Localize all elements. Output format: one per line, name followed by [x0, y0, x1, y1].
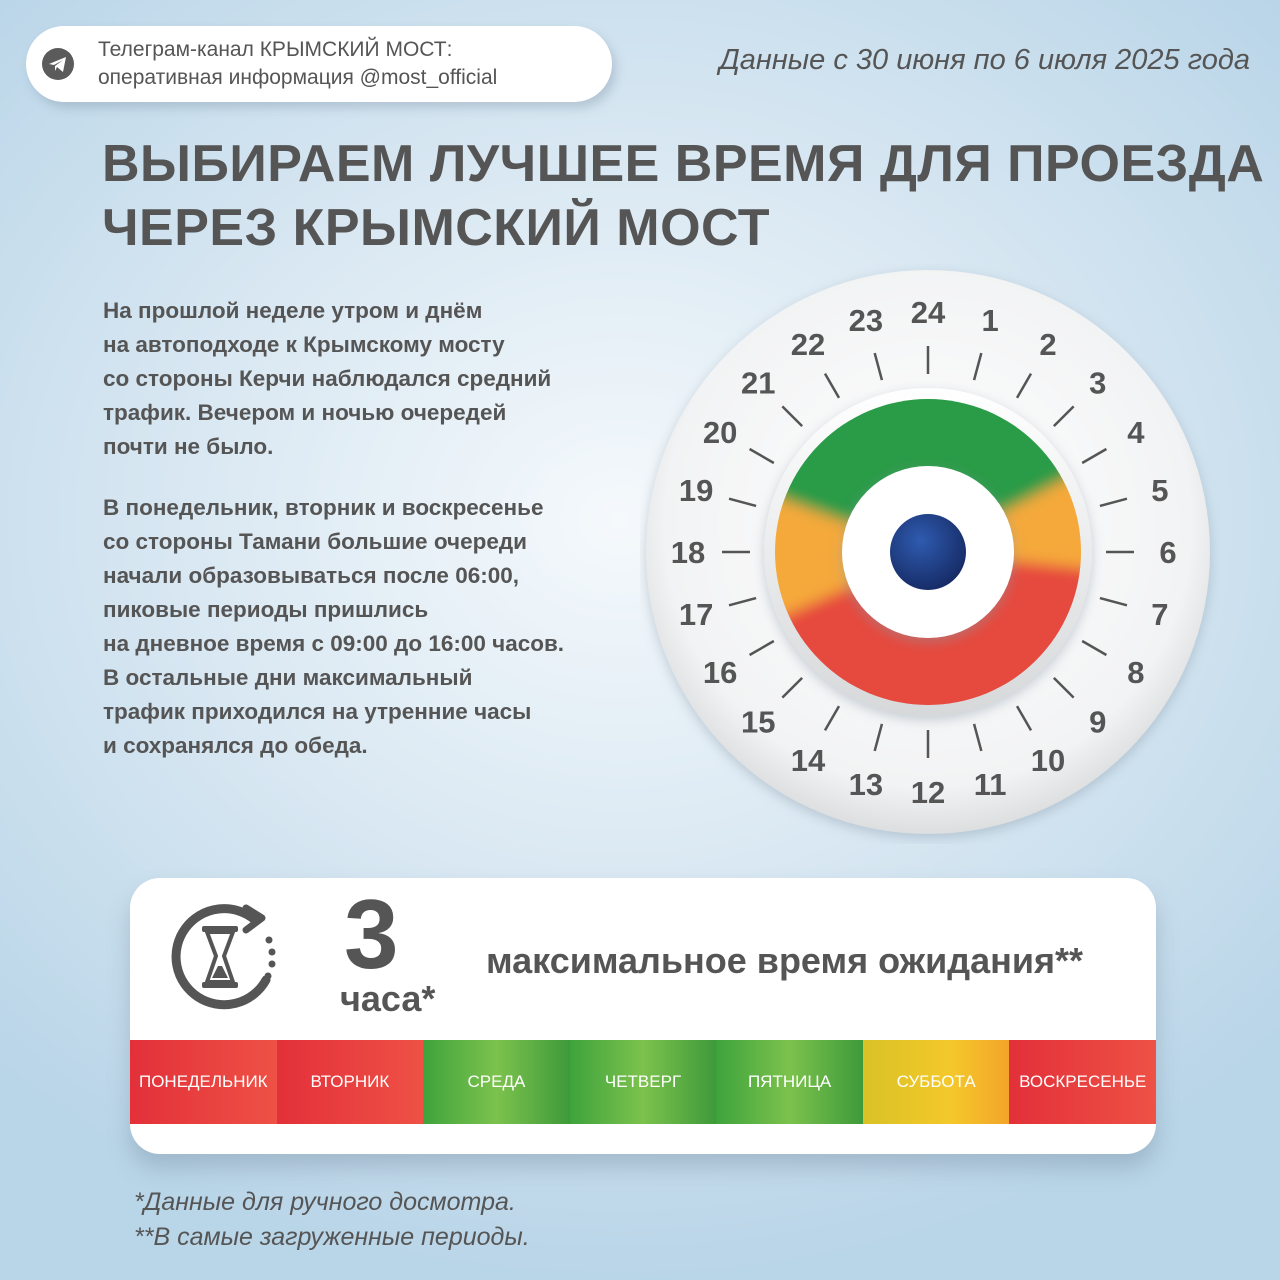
footnote-busy-periods: **В самые загруженные периоды.	[134, 1223, 530, 1251]
hour-label-5: 5	[1151, 472, 1169, 508]
title-line-1: ВЫБИРАЕМ ЛУЧШЕЕ ВРЕМЯ ДЛЯ ПРОЕЗДА	[102, 135, 1265, 193]
day-monday: ПОНЕДЕЛЬНИК	[130, 1040, 277, 1124]
hour-label-8: 8	[1127, 655, 1145, 690]
hour-label-17: 17	[678, 597, 714, 633]
max-wait-card	[130, 878, 1156, 1154]
title-line-2: ЧЕРЕЗ КРЫМСКИЙ МОСТ	[102, 199, 771, 257]
day-wednesday: СРЕДА	[423, 1040, 570, 1124]
day-saturday: СУББОТА	[863, 1040, 1010, 1124]
channel-info[interactable]	[98, 36, 497, 92]
page-title	[102, 132, 1264, 260]
channel-handle: оперативная информация @most_official	[98, 66, 498, 89]
hour-label-15: 15	[741, 704, 776, 740]
footnote-manual-inspection: *Данные для ручного досмотра.	[134, 1188, 516, 1216]
hour-label-21: 21	[741, 365, 776, 401]
date-range: Данные с 30 июня по 6 июля 2025 года	[719, 44, 1250, 76]
day-tuesday: ВТОРНИК	[277, 1040, 424, 1124]
hour-label-19: 19	[678, 472, 714, 508]
hour-label-3: 3	[1089, 365, 1107, 401]
hour-label-20: 20	[702, 415, 738, 450]
hour-label-6: 6	[1159, 535, 1177, 570]
hour-label-9: 9	[1089, 704, 1107, 740]
day-sunday: ВОСКРЕСЕНЬЕ	[1009, 1040, 1156, 1124]
hour-label-2: 2	[1039, 327, 1057, 363]
hourglass-icon	[158, 890, 288, 1020]
max-wait-label: максимальное время ожидания**	[486, 940, 1084, 981]
hour-label-24: 24	[910, 295, 946, 330]
taman-side-paragraph: В понедельник, вторник и воскресенье со стороны Тамани большие очереди начали образовываться после 06:00, пиковые периоды пришлись на дневное время с 09:00 до 16:00 часов. В остальные дни максимальный трафик приходился на утренние часы и сохранялся до обеда.	[103, 495, 565, 758]
hour-label-4: 4	[1127, 415, 1145, 450]
hour-label-12: 12	[910, 775, 946, 810]
clock-svg	[640, 264, 1220, 844]
hour-label-11: 11	[973, 766, 1007, 802]
hour-label-23: 23	[848, 303, 884, 339]
center-knob	[890, 514, 966, 590]
channel-name: Телеграм-канал КРЫМСКИЙ МОСТ:	[98, 38, 453, 61]
hour-label-16: 16	[702, 655, 738, 690]
max-wait-unit: часа*	[340, 978, 436, 1019]
telegram-icon	[42, 48, 74, 80]
hour-label-7: 7	[1151, 597, 1169, 633]
hour-label-22: 22	[790, 327, 826, 363]
hour-label-14: 14	[790, 742, 826, 778]
hour-label-10: 10	[1030, 742, 1066, 778]
kerch-side-paragraph: На прошлой неделе утром и днём на автоподходе к Крымскому мосту со стороны Керчи наблюдался средний трафик. Вечером и ночью очередей почти не было.	[103, 298, 552, 459]
hour-label-13: 13	[848, 766, 884, 802]
hour-label-18: 18	[670, 535, 706, 570]
day-friday: ПЯТНИЦА	[716, 1040, 863, 1124]
traffic-clock-dial	[640, 264, 1220, 844]
hour-label-1: 1	[981, 303, 999, 339]
weekday-strip	[130, 1040, 1156, 1124]
max-wait-value: 3	[344, 879, 399, 989]
day-thursday: ЧЕТВЕРГ	[570, 1040, 717, 1124]
